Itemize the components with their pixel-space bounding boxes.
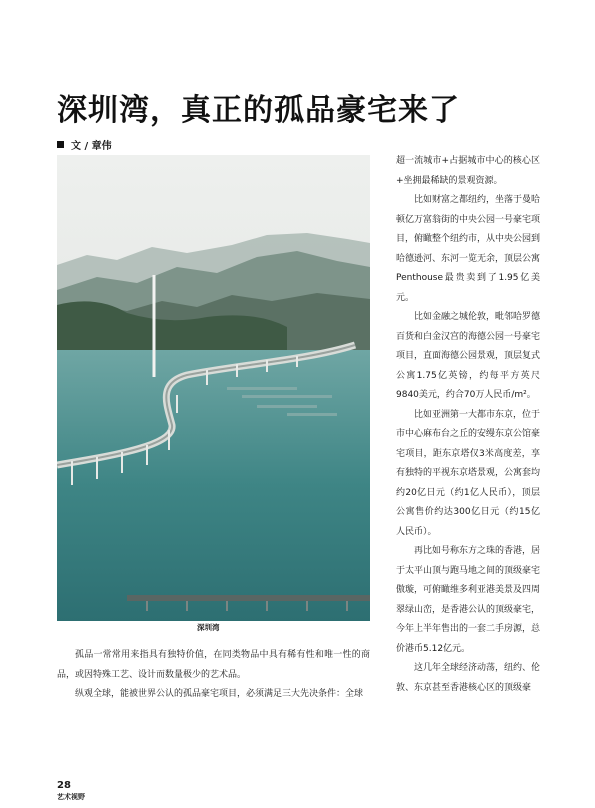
right-column-text xyxy=(396,152,540,698)
article-title: 深圳湾，真正的孤品豪宅来了 xyxy=(57,93,460,128)
byline xyxy=(57,137,112,152)
bridge-photo xyxy=(57,155,370,621)
author-byline: 文 / 章伟 xyxy=(71,141,112,152)
paragraph: 纵观全球，能被世界公认的孤品豪宅项目，必须满足三大先决条件：全球 xyxy=(75,689,364,699)
magazine-name: 艺术视野 xyxy=(57,792,85,801)
paragraph: 再比如号称东方之珠的香港，居于太平山顶与跑马地之间的顶级豪宅傲璇，可俯瞰维多利亚港美景及四周翠绿山峦，是香港公认的顶级豪宅，今年上半年售出的一套二手房源，总价港币5.12亿元。 xyxy=(396,546,541,654)
photo-caption: 深圳湾 xyxy=(197,623,220,632)
paragraph: 比如亚洲第一大都市东京，位于市中心麻布台之丘的安缦东京公馆豪宅项目，距东京塔仅3米高度差，享有独特的平视东京塔景观，公寓套均约20亿日元（约1亿人民币），顶层公寓售价约达300亿日元（约15亿人民币）。 xyxy=(396,409,541,537)
paragraph: 这几年全球经济动荡，纽约、伦敦、东京甚至香港核心区的顶级豪 xyxy=(396,663,541,693)
square-bullet-icon xyxy=(57,141,64,148)
paragraph: 比如财富之都纽约，坐落于曼哈顿亿万富翁街的中央公园一号豪宅项目，俯瞰整个纽约市，从中央公园到哈德逊河、东河一览无余，顶层公寓Penthouse最贵卖到了1.95亿美元。 xyxy=(396,195,541,303)
bridge-illustration xyxy=(57,155,370,621)
paragraph: 孤品一常常用来指具有独特价值，在同类物品中具有稀有性和唯一性的商品，或因特殊工艺、设计而数量极少的艺术品。 xyxy=(57,650,370,680)
paragraph: 超一流城市+占据城市中心的核心区+坐拥最稀缺的景观资源。 xyxy=(396,156,540,186)
paragraph: 比如金融之城伦敦，毗邻哈罗德百货和白金汉宫的海德公园一号豪宅项目，直面海德公园景观，顶层复式公寓1.75亿英镑，约每平方英尺9840美元，约合70万人民币/m²。 xyxy=(396,312,541,400)
left-body-text xyxy=(57,646,370,705)
page-number: 28 xyxy=(57,780,71,791)
